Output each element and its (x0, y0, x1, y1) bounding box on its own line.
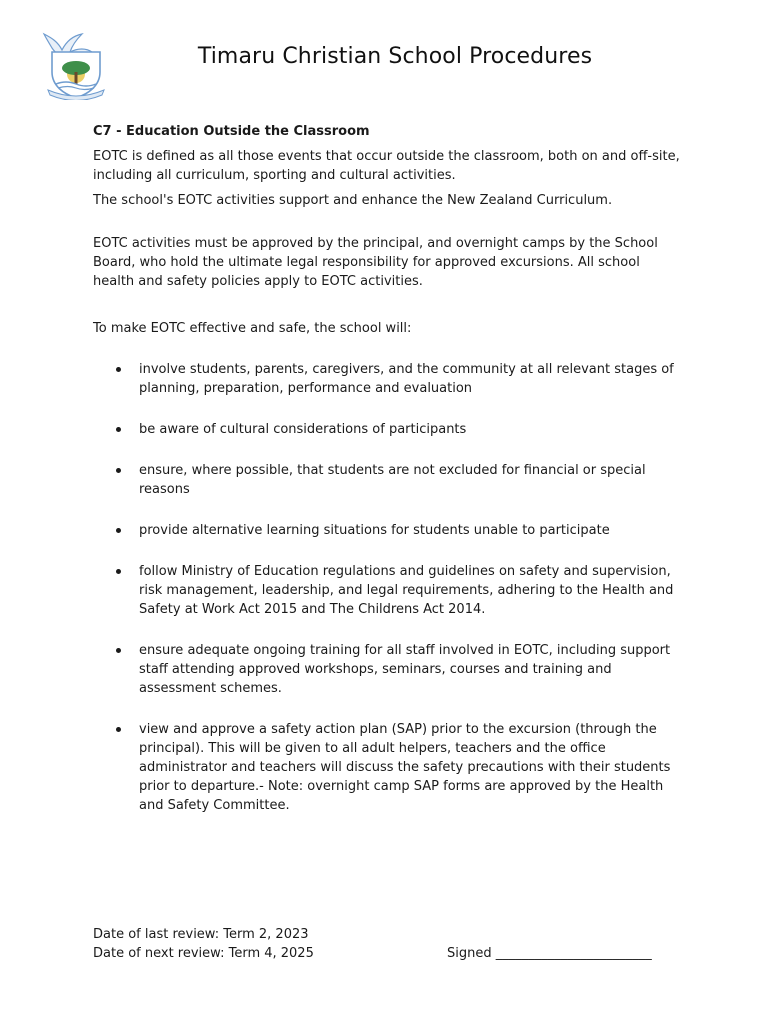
bullet-icon (116, 727, 121, 732)
list-item-text: ensure adequate ongoing training for all staff involved in EOTC, including support staff attending approved workshops, seminars, courses and training and assessment schemes. (139, 643, 671, 696)
list-item (93, 461, 683, 499)
list-item (93, 562, 683, 619)
paragraph-intro-list: To make EOTC effective and safe, the school will: (93, 321, 412, 336)
list-item (93, 720, 683, 815)
list-item-text: involve students, parents, caregivers, and the community at all relevant stages of planning, preparation, performance and evaluation (139, 362, 674, 396)
list-item (93, 420, 683, 439)
bullet-icon (116, 367, 121, 372)
list-item (93, 521, 683, 540)
paragraph-approval: EOTC activities must be approved by the principal, and overnight camps by the School Board, who hold the ultimate legal responsibility for approved excursions. All school health and safety policies apply to EOTC activities. (93, 236, 658, 289)
bullet-icon (116, 648, 121, 653)
bullet-icon (116, 528, 121, 533)
document-footer (93, 925, 693, 963)
next-review-date: Date of next review: Term 4, 2025 (93, 946, 314, 961)
bullet-icon (116, 569, 121, 574)
list-item-text: ensure, where possible, that students are not excluded for financial or special reasons (139, 463, 646, 497)
list-item-text: follow Ministry of Education regulations and guidelines on safety and supervision, risk management, leadership, and legal requirements, adhering to the Health and Safety at Work Act 2015 and The Childrens Act 2014. (139, 564, 674, 617)
list-item-text: provide alternative learning situations for students unable to participate (139, 523, 610, 538)
paragraph-definition: EOTC is defined as all those events that occur outside the classroom, both on and off-site, including all curriculum, sporting and cultural activities. (93, 149, 680, 183)
signature-line: Signed ________________________ (447, 946, 652, 961)
next-review-row (93, 944, 693, 963)
section-heading: C7 - Education Outside the Classroom (93, 124, 370, 139)
last-review-date: Date of last review: Term 2, 2023 (93, 927, 309, 942)
list-item-text: be aware of cultural considerations of participants (139, 422, 467, 437)
document-title: Timaru Christian School Procedures (197, 44, 593, 69)
last-review-row (93, 925, 693, 944)
list-item (93, 641, 683, 698)
document-body (93, 122, 683, 837)
bullet-icon (116, 427, 121, 432)
commitments-list (93, 360, 683, 815)
list-item-text: view and approve a safety action plan (SAP) prior to the excursion (through the principal). This will be given to all adult helpers, teachers and the office administrator and teachers will discuss the safety precautions with their students prior to departure.- Note: overnight camp SAP forms are approved by the Health and Safety Committee. (139, 722, 671, 813)
paragraph-curriculum: The school's EOTC activities support and enhance the New Zealand Curriculum. (93, 193, 613, 208)
list-item (93, 360, 683, 398)
bullet-icon (116, 468, 121, 473)
